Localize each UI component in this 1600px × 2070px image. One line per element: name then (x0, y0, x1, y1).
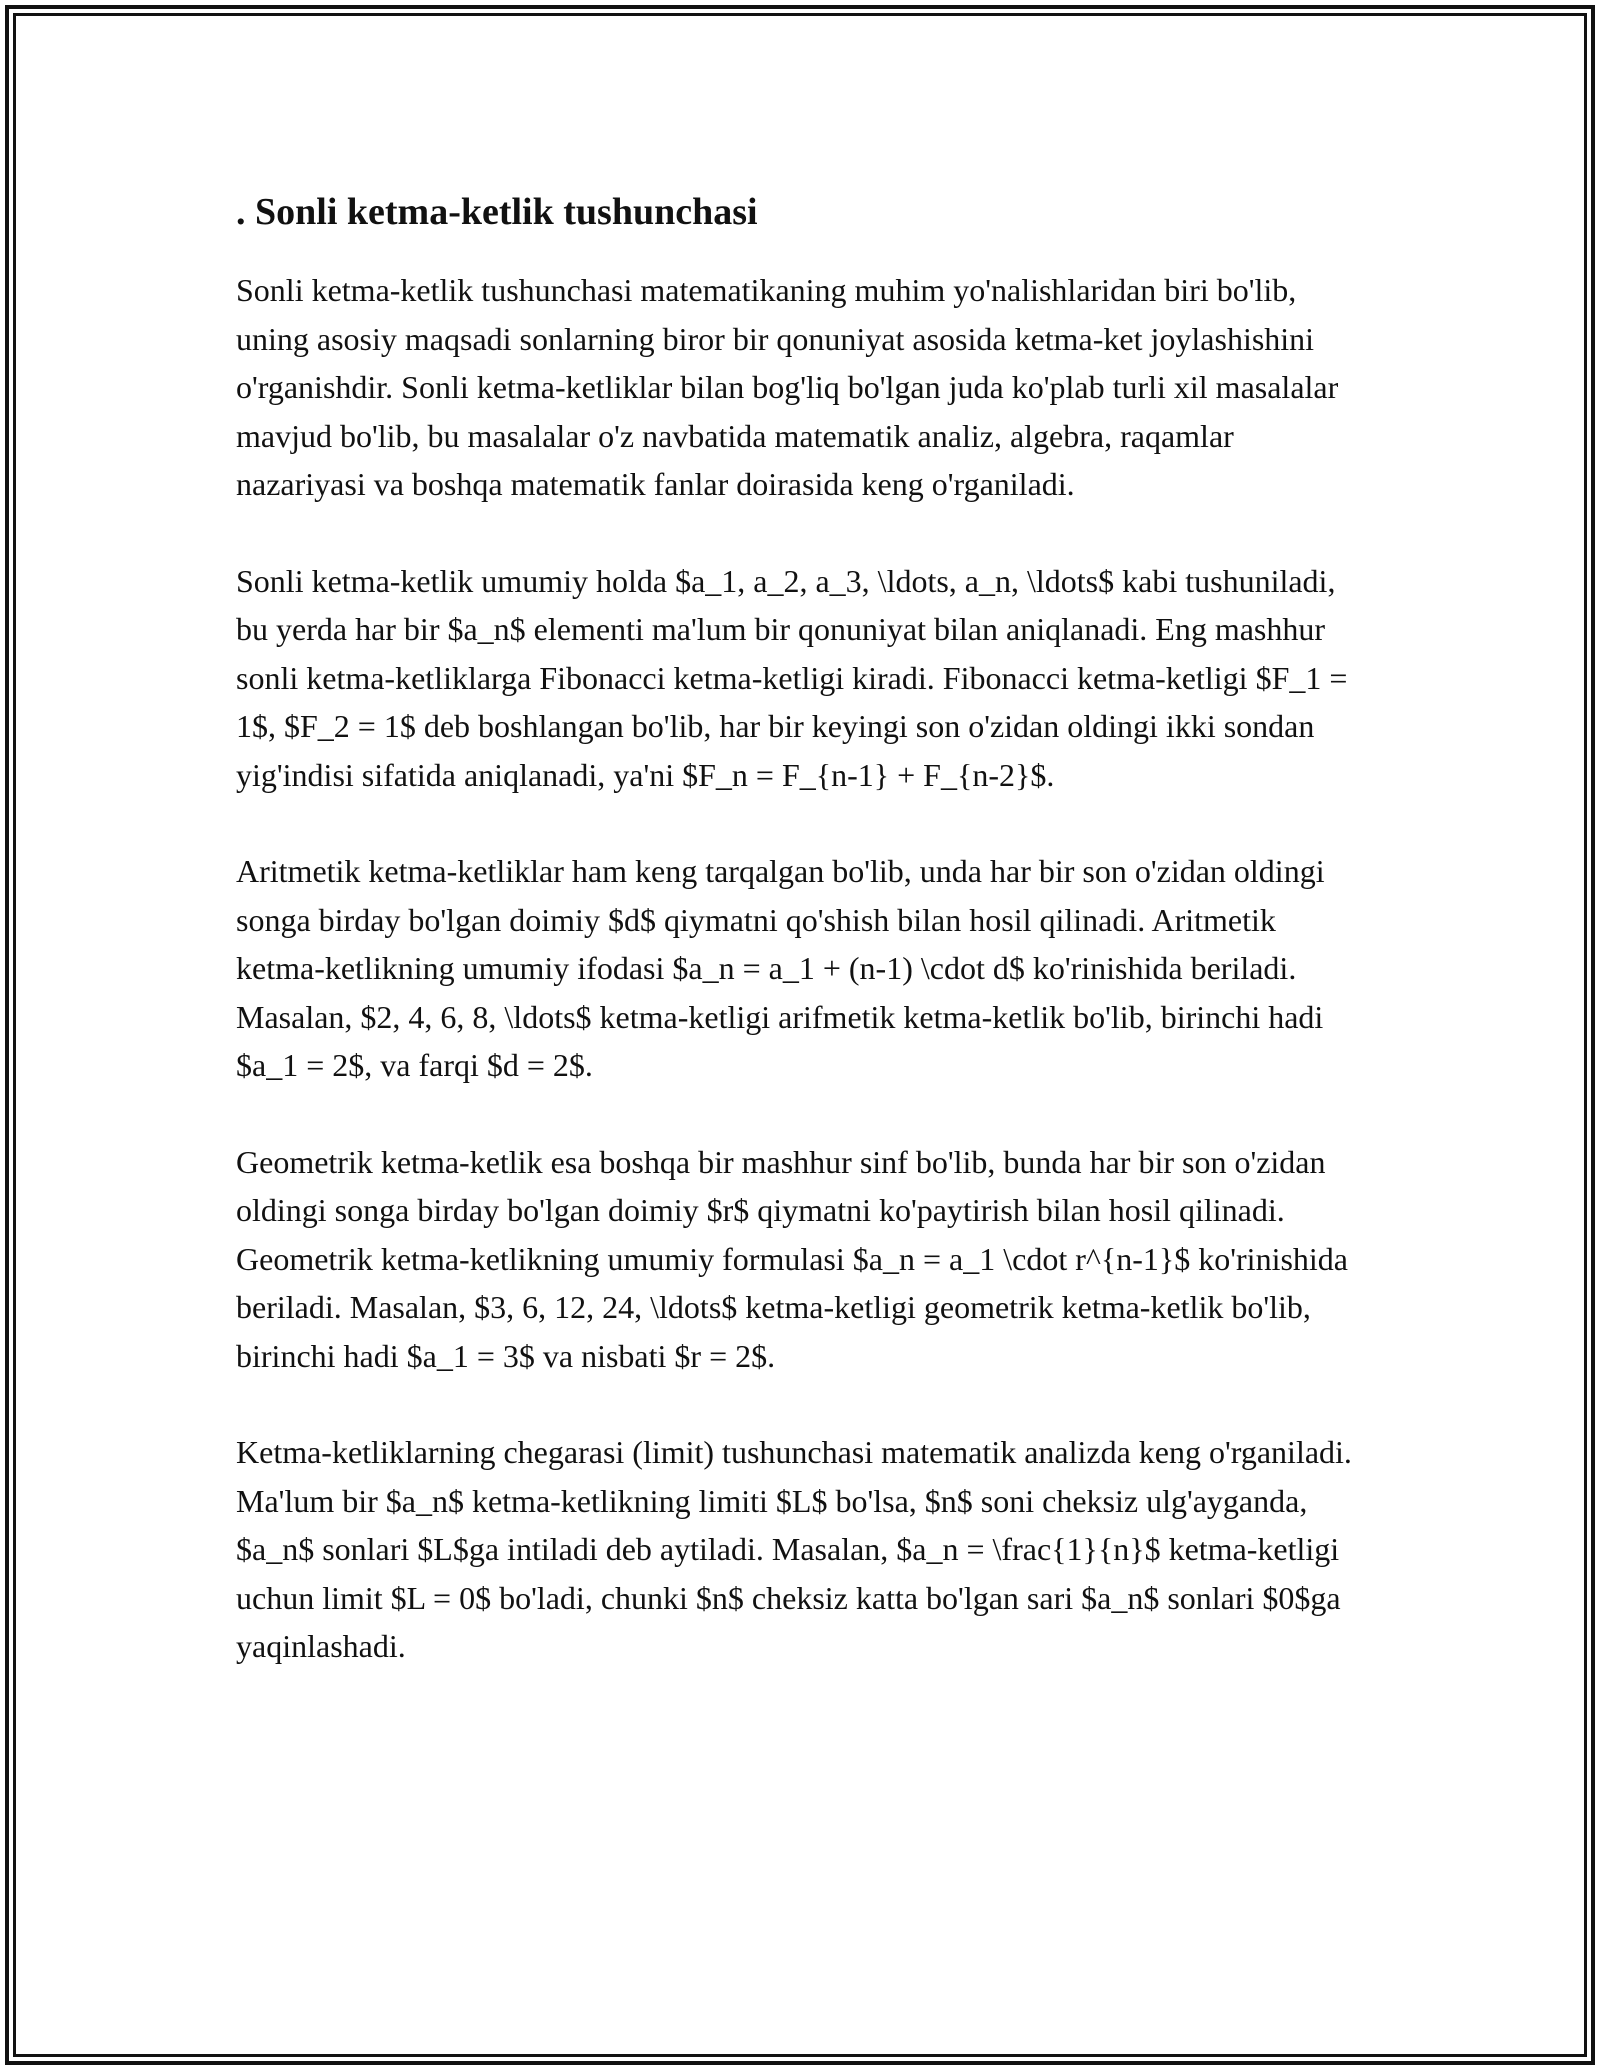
paragraph-arithmetic: Aritmetik ketma-ketliklar ham keng tarqalgan bo'lib, unda har bir son o'zidan oldingi songa birday bo'lgan doimiy $d$ qiymatni qo'shish bilan hosil qilinadi. Aritmetik ketma-ketlikning umumiy ifodasi $a_n = a_1 + (n-1) \cdot d$ ko'rinishida beriladi. Masalan, $2, 4, 6, 8, \ldots$ ketma-ketligi arifmetik ketma-ketlik bo'lib, birinchi hadi $a_1 = 2$, va farqi $d = 2$. (236, 853, 1325, 1083)
paragraph-general-form: Sonli ketma-ketlik umumiy holda $a_1, a_2, a_3, \ldots, a_n, \ldots$ kabi tushuniladi, bu yerda har bir $a_n$ elementi ma'lum bir qonuniyat bilan aniqlanadi. Eng mashhur sonli ketma-ketliklarga Fibonacci ketma-ketligi kiradi. Fibonacci ketma-ketligi $F_1 = 1$, $F_2 = 1$ deb boshlangan bo'lib, har bir keyingi son o'zidan oldingi ikki sondan yig'indisi sifatida aniqlanadi, ya'ni $F_n = F_{n-1} + F_{n-2}$. (236, 562, 1348, 793)
document-body (236, 184, 1366, 1719)
paragraph-limit: Ketma-ketliklarning chegarasi (limit) tushunchasi matematik analizda keng o'rganiladi. Ma'lum bir $a_n$ ketma-ketlikning limiti $L$ bo'lsa, $n$ soni cheksiz ulg'ayganda, $a_n$ sonlari $L$ga intiladi deb aytiladi. Masalan, $a_n = \frac{1}{n}$ ketma-ketligi uchun limit $L = 0$ bo'ladi, chunki $n$ cheksiz katta bo'lgan sari $a_n$ sonlari $0$ga yaqinlashadi. (236, 1434, 1352, 1664)
paragraph-geometric: Geometrik ketma-ketlik esa boshqa bir mashhur sinf bo'lib, bunda har bir son o'zidan oldingi songa birday bo'lgan doimiy $r$ qiymatni ko'paytirish bilan hosil qilinadi. Geometrik ketma-ketlikning umumiy formulasi $a_n = a_1 \cdot r^{n-1}$ ko'rinishida beriladi. Masalan, $3, 6, 12, 24, \ldots$ ketma-ketligi geometrik ketma-ketlik bo'lib, birinchi hadi $a_1 = 3$ va nisbati $r = 2$. (236, 1143, 1348, 1374)
paragraph-intro: Sonli ketma-ketlik tushunchasi matematikaning muhim yo'nalishlaridan biri bo'lib, uning asosiy maqsadi sonlarning biror bir qonuniyat asosida ketma-ket joylashishini o'rganishdir. Sonli ketma-ketliklar bilan bog'liq bo'lgan juda ko'plab turli xil masalalar mavjud bo'lib, bu masalalar o'z navbatida matematik analiz, algebra, raqamlar nazariyasi va boshqa matematik fanlar doirasida keng o'rganiladi. (236, 272, 1339, 502)
section-title: . Sonli ketma-ketlik tushunchasi (236, 191, 758, 233)
